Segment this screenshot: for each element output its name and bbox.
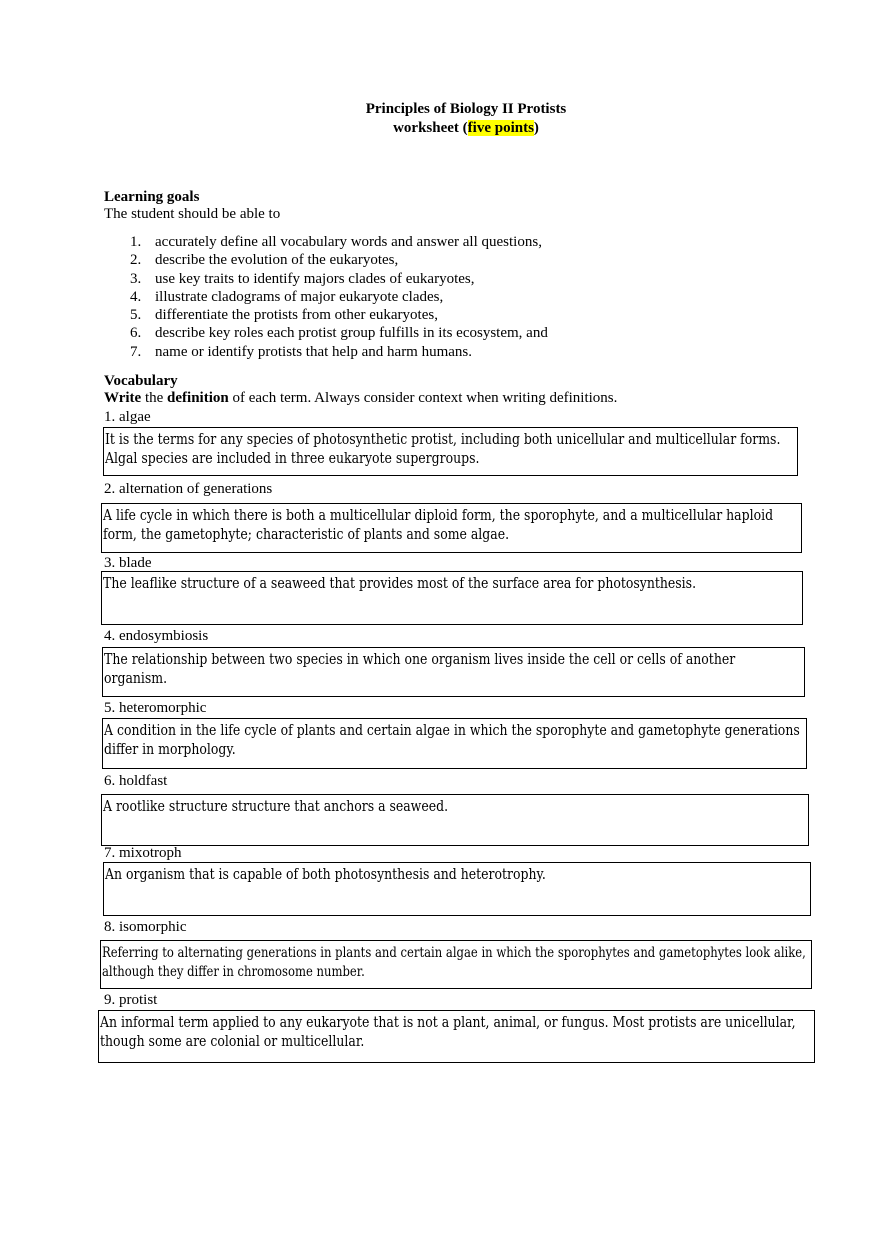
term-label-heteromorphic: 5. heteromorphic xyxy=(104,700,207,716)
vocabulary-instructions: Write the definition of each term. Always consider context when writing definitions. xyxy=(104,390,618,406)
term-label-endosymbiosis: 4. endosymbiosis xyxy=(104,628,209,644)
page-subtitle: worksheet (five points) xyxy=(393,120,539,136)
definition-box-alternation-of-generations[interactable]: A life cycle in which there is both a multicellular diploid form, the sporophyte, and a multicellular haploid form, the gametophyte; characteristic of plants and some algae. xyxy=(101,503,802,553)
points-highlight: five points xyxy=(467,120,534,136)
definition-box-mixotroph[interactable]: An organism that is capable of both photosynthesis and heterotrophy. xyxy=(103,862,811,916)
goal-item: 4. illustrate cladograms of major eukaryote clades, xyxy=(130,288,444,305)
definition-box-heteromorphic[interactable]: A condition in the life cycle of plants and certain algae in which the sporophyte and gametophyte generations differ in morphology. xyxy=(102,718,807,769)
term-label-alternation-of-generations: 2. alternation of generations xyxy=(104,481,273,497)
goal-item: 6. describe key roles each protist group fulfills in its ecosystem, and xyxy=(130,325,548,342)
definition-box-protist[interactable]: An informal term applied to any eukaryote that is not a plant, animal, or fungus. Most protists are unicellular, though some are colonial or multicellular. xyxy=(98,1010,815,1063)
term-label-isomorphic: 8. isomorphic xyxy=(104,919,187,935)
term-label-blade: 3. blade xyxy=(104,555,152,571)
learning-goals-intro: The student should be able to xyxy=(104,206,281,222)
learning-goals-heading: Learning goals xyxy=(104,189,200,205)
definition-box-holdfast[interactable]: A rootlike structure structure that anchors a seaweed. xyxy=(101,794,809,846)
vocabulary-heading: Vocabulary xyxy=(104,373,178,389)
learning-goals-list xyxy=(130,233,548,361)
goal-item: 5. differentiate the protists from other eukaryotes, xyxy=(130,307,438,324)
definition-box-endosymbiosis[interactable]: The relationship between two species in which one organism lives inside the cell or cells of another organism. xyxy=(102,647,805,697)
definition-box-blade[interactable]: The leaflike structure of a seaweed that provides most of the surface area for photosynthesis. xyxy=(101,571,803,625)
goal-item: 1. accurately define all vocabulary words and answer all questions, xyxy=(130,234,542,250)
goal-item: 3. use key traits to identify majors clades of eukaryotes, xyxy=(130,270,475,287)
term-label-holdfast: 6. holdfast xyxy=(104,773,168,789)
page-title: Principles of Biology II Protists xyxy=(365,101,567,117)
definition-box-algae[interactable]: It is the terms for any species of photosynthetic protist, including both unicellular and multicellular forms. Algal species are included in three eukaryote supergroups. xyxy=(103,427,798,476)
goal-item: 2. describe the evolution of the eukaryotes, xyxy=(130,252,399,269)
definition-box-isomorphic[interactable]: Referring to alternating generations in plants and certain algae in which the sporophytes and gametophytes look alike, although they differ in chromosome number. xyxy=(100,940,812,989)
term-label-mixotroph: 7. mixotroph xyxy=(104,845,182,861)
goal-item: 7. name or identify protists that help and harm humans. xyxy=(130,343,473,360)
term-label-algae: 1. algae xyxy=(104,409,151,425)
term-label-protist: 9. protist xyxy=(104,992,158,1008)
